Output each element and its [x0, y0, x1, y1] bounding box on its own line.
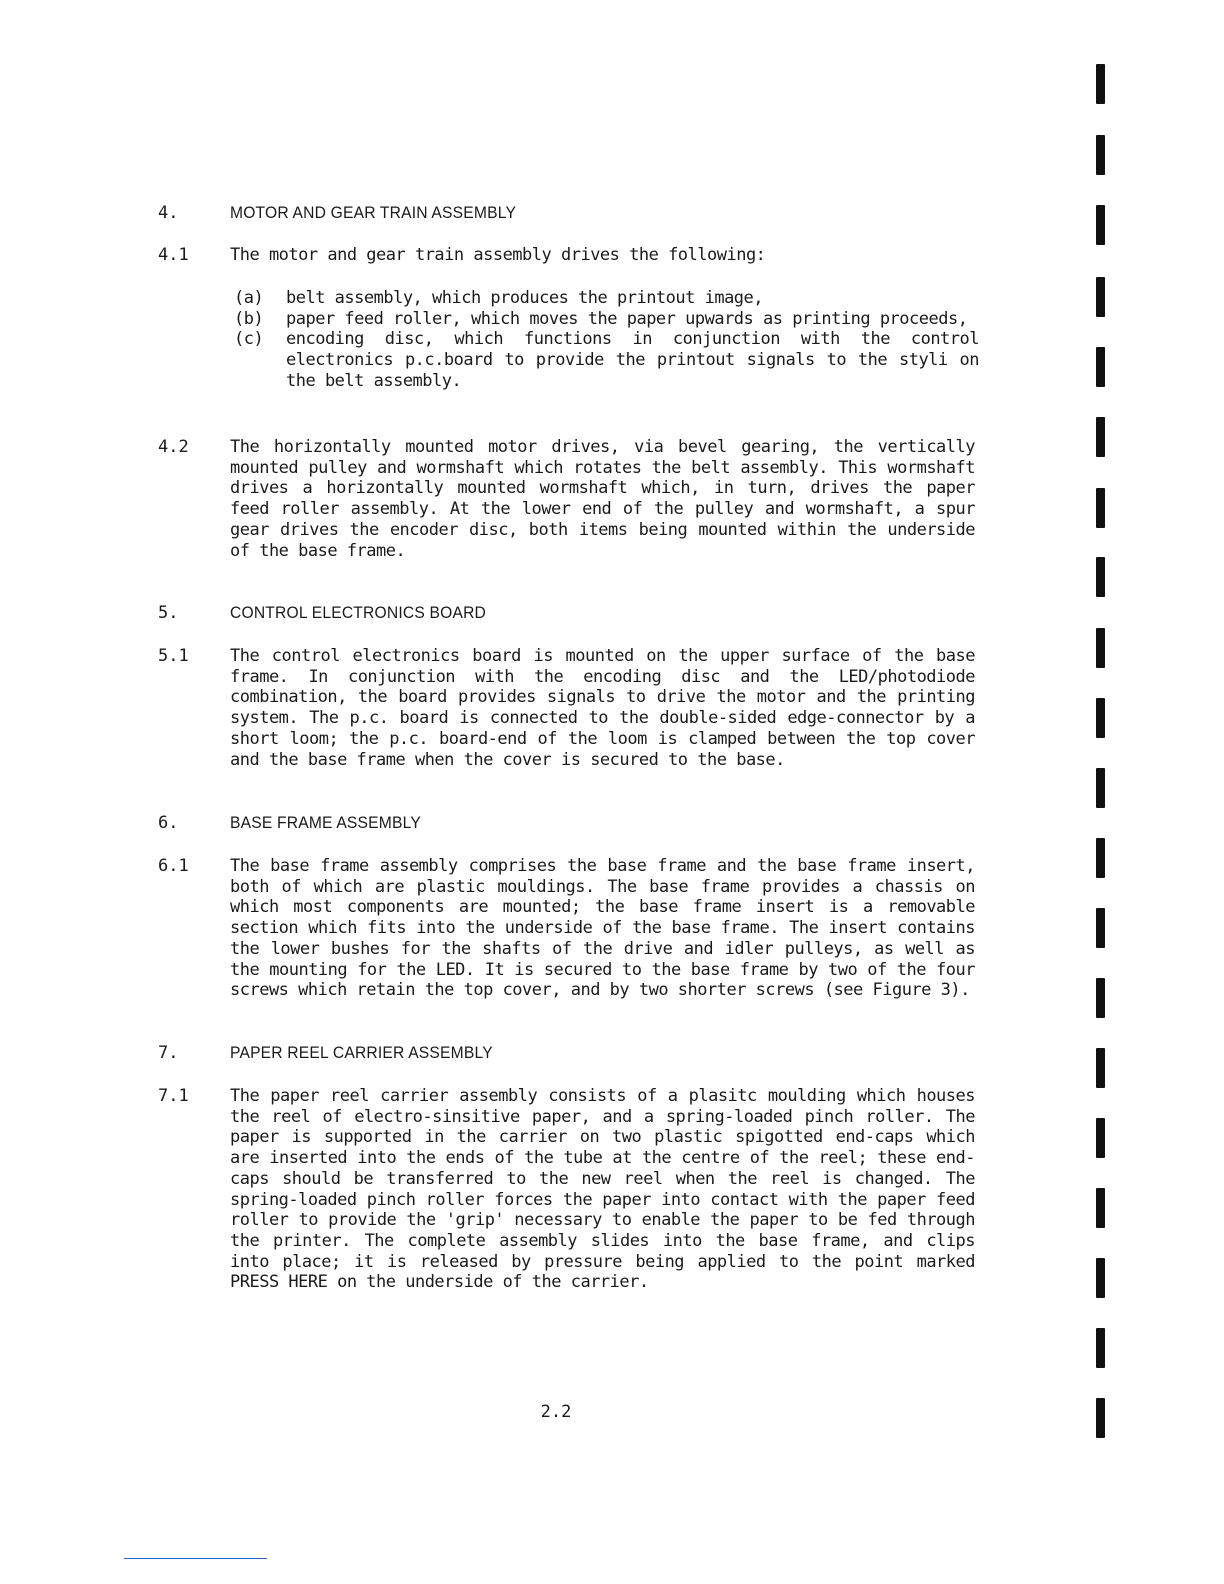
change-bar	[1096, 1048, 1105, 1088]
change-bar	[1096, 205, 1105, 245]
list-item	[234, 309, 979, 330]
section-title: CONTROL ELECTRONICS BOARD	[230, 603, 487, 622]
section-4-heading	[158, 203, 988, 224]
paragraph-4-1	[158, 245, 988, 266]
change-bar	[1096, 908, 1105, 948]
change-bar	[1096, 1258, 1105, 1298]
change-bar	[1096, 1118, 1105, 1158]
drive-list	[234, 288, 979, 392]
change-bar	[1096, 1328, 1105, 1368]
footer-rule	[124, 1558, 267, 1559]
paragraph-number: 7.1	[158, 1086, 189, 1106]
change-bar	[1096, 417, 1105, 457]
paragraph-text: The horizontally mounted motor drives, via bevel gearing, the vertically mounted pulley and wormshaft which rotates the belt assembly. This wormshaft drives a horizontally mounted wormshaft which, in turn, drives the paper feed roller assembly. At the lower end of the pulley and wormshaft, a spur gear drives the encoder disc, both items being mounted within the underside of the base frame.	[230, 437, 975, 561]
change-bar	[1096, 557, 1105, 597]
paragraph-number: 4.1	[158, 245, 189, 265]
page-number: 2.2	[540, 1402, 572, 1422]
list-item	[234, 329, 979, 391]
section-5-heading	[158, 603, 988, 624]
paragraph-6-1	[158, 856, 988, 1001]
list-item-text: paper feed roller, which moves the paper upwards as printing proceeds,	[286, 308, 968, 329]
change-bar	[1096, 698, 1105, 738]
section-number: 7.	[158, 1043, 179, 1063]
section-title: MOTOR AND GEAR TRAIN ASSEMBLY	[230, 203, 517, 222]
change-bar	[1096, 347, 1105, 387]
list-item-label: (b)	[234, 308, 264, 329]
change-bar	[1096, 768, 1105, 808]
paragraph-5-1	[158, 646, 988, 770]
paragraph-7-1	[158, 1086, 988, 1293]
paragraph-4-2	[158, 437, 988, 561]
section-number: 4.	[158, 203, 179, 223]
paragraph-text: The paper reel carrier assembly consists of a plasitc moulding which houses the reel of electro-sinsitive paper, and a spring-loaded pinch roller. The paper is supported in the carrier on two plastic spigotted end-caps which are inserted into the ends of the tube at the centre of the reel; these end-caps should be transferred to the new reel when the reel is changed. The spring-loaded pinch roller forces the paper into contact with the paper feed roller to provide the 'grip' necessary to enable the paper to be fed through the printer. The complete assembly slides into the base frame, and clips into place; it is released by pressure being applied to the point marked PRESS HERE on the underside of the carrier.	[230, 1086, 975, 1293]
list-item-text: belt assembly, which produces the printout image,	[286, 288, 764, 308]
paragraph-text: The base frame assembly comprises the base frame and the base frame insert, both of which are plastic mouldings. The base frame provides a chassis on which most components are mounted; the base frame insert is a removable section which fits into the underside of the base frame. The insert contains the lower bushes for the shafts of the drive and idler pulleys, as well as the mounting for the LED. It is secured to the base frame by two of the four screws which retain the top cover, and by two shorter screws (see Figure 3).	[230, 856, 975, 1001]
section-title: PAPER REEL CARRIER ASSEMBLY	[230, 1043, 493, 1062]
section-number: 6.	[158, 813, 179, 833]
paragraph-text: The control electronics board is mounted on the upper surface of the base frame. In conjunction with the encoding disc and the LED/photodiode combination, the board provides signals to drive the motor and the printing system. The p.c. board is connected to the double-sided edge-connector by a short loom; the p.c. board-end of the loom is clamped between the top cover and the base frame when the cover is secured to the base.	[230, 646, 975, 770]
section-6-heading	[158, 813, 988, 834]
list-item-label: (a)	[234, 288, 264, 308]
list-item-text: encoding disc, which functions in conjunction with the control electronics p.c.board to provide the printout signals to the styli on the belt assembly.	[286, 329, 979, 391]
change-bar	[1096, 277, 1105, 317]
section-number: 5.	[158, 603, 179, 623]
change-bar	[1096, 838, 1105, 878]
section-title: BASE FRAME ASSEMBLY	[230, 813, 421, 832]
paragraph-number: 4.2	[158, 437, 189, 457]
change-bar	[1096, 1398, 1105, 1438]
change-bar	[1096, 64, 1105, 104]
change-bar	[1096, 978, 1105, 1018]
change-bar	[1096, 628, 1105, 668]
paragraph-number: 5.1	[158, 646, 189, 666]
section-7-heading	[158, 1043, 988, 1064]
list-item-label: (c)	[234, 329, 264, 350]
paragraph-number: 6.1	[158, 856, 189, 876]
change-bar	[1096, 1188, 1105, 1228]
change-bar	[1096, 135, 1105, 175]
list-item	[234, 288, 979, 309]
change-bar	[1096, 488, 1105, 528]
paragraph-text: The motor and gear train assembly drives the following:	[230, 245, 766, 265]
